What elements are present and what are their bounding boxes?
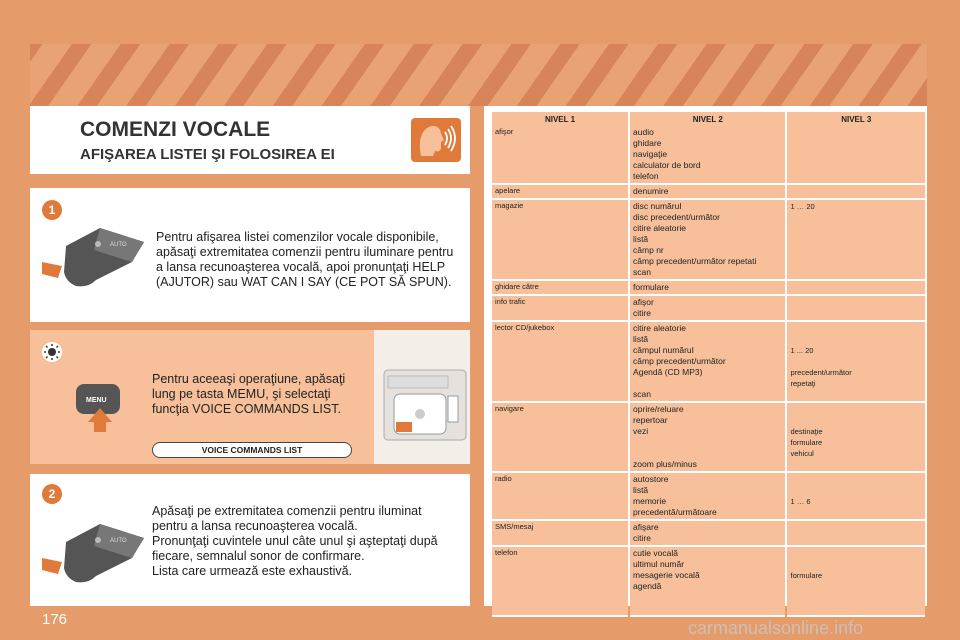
table-row: [492, 185, 925, 200]
level-3-cell: [787, 473, 925, 521]
page-title: COMENZI VOCALE: [80, 118, 271, 141]
cell-line: ghidare: [633, 138, 662, 148]
audio-unit-image: [374, 330, 470, 464]
level-2-cell: [630, 521, 785, 547]
voice-commands-table-panel: [484, 106, 927, 606]
cell-line: autostore: [633, 474, 669, 484]
cell-line: câmpul număruI: [633, 345, 694, 355]
cell-line: cutie vocală: [633, 548, 678, 558]
cell-line: 1 ... 20: [790, 346, 814, 355]
column-header: NIVEL 3: [787, 112, 925, 126]
table-row: [492, 126, 925, 185]
cell-line: oprire/reluare: [633, 404, 684, 414]
cell-line: vezi: [633, 426, 649, 436]
table-row: [492, 403, 925, 473]
cell-line: afişare: [633, 522, 659, 532]
lighting-stalk-image: [40, 222, 150, 297]
page-number: 176: [42, 611, 68, 628]
level-3-cell: [787, 521, 925, 547]
level-1-cell: SMS/mesaj: [492, 521, 628, 547]
header-stripes: [30, 44, 927, 106]
table-row: [492, 296, 925, 322]
cell-line: denumire: [633, 186, 669, 196]
menu-key-label: MENU: [86, 397, 107, 404]
cell-line: [790, 415, 922, 426]
level-2-cell: [630, 200, 785, 281]
level-1-cell: magazie: [492, 200, 628, 281]
tip-icon: [42, 342, 62, 362]
cell-line: [633, 437, 782, 448]
cell-line: [790, 334, 922, 345]
level-1-cell: lector CD/jukebox: [492, 322, 628, 403]
cell-line: telefon: [633, 171, 659, 181]
cell-line: precedentă/următoare: [633, 507, 717, 517]
cell-line: ultimul număr: [633, 559, 685, 569]
level-1-cell: radio: [492, 473, 628, 521]
cell-line: repetaţi: [790, 379, 816, 388]
cell-line: calculator de bord: [633, 160, 701, 170]
cell-line: [633, 448, 782, 459]
level-2-cell: [630, 126, 785, 185]
cell-line: [790, 559, 922, 570]
cell-line: formulare: [633, 282, 669, 292]
level-1-cell: telefon: [492, 547, 628, 617]
menu-key-image: [72, 382, 122, 437]
watermark: carmanualsonline.info: [688, 618, 864, 638]
svg-text:AUTO: AUTO: [110, 242, 127, 248]
cell-line: [790, 404, 922, 415]
cell-line: câmp nr: [633, 245, 664, 255]
cell-line: scan: [633, 267, 652, 277]
cell-line: 1 … 20: [790, 202, 815, 211]
level-3-cell: [787, 322, 925, 403]
lighting-stalk-image-2: [40, 518, 150, 593]
cell-line: [633, 592, 782, 603]
cell-line: citire aleatorie: [633, 323, 686, 333]
level-3-cell: [787, 185, 925, 200]
cell-line: citire: [633, 308, 651, 318]
cell-line: [633, 603, 782, 614]
level-2-cell: [630, 547, 785, 617]
cell-line: memorie: [633, 496, 667, 506]
cell-line: formulare: [790, 571, 823, 580]
cell-line: listă: [633, 485, 649, 495]
cell-line: câmp precedent/următor repetati: [633, 256, 757, 266]
cell-line: afişor: [633, 297, 654, 307]
step-2-badge: 2: [42, 484, 62, 504]
tip-text: Pentru aceeaşi operaţiune, apăsaţi lung pe tasta MEMU, şi selectaţi funcţia VOICE COMMANDS LIST.: [152, 372, 346, 416]
cell-line: citire aleatorie: [633, 223, 686, 233]
cell-line: listă: [633, 334, 649, 344]
step-2-text: Apăsaţi pe extremitatea comenzii pentru iluminat pentru a lansa recunoaşterea vocală. Pronunţaţi cuvintele unul câte unul şi aşteptaţi după fiecare, semnalul sonor de confirmare. Lista care urmează este exhaustivă.: [152, 504, 438, 578]
level-1-cell: navigare: [492, 403, 628, 473]
level-3-cell: [787, 200, 925, 281]
table-row: [492, 473, 925, 521]
cell-line: [790, 485, 922, 496]
cell-line: formulare: [790, 438, 823, 447]
voice-commands-table: [490, 112, 927, 617]
level-1-cell: info trafic: [492, 296, 628, 322]
level-3-cell: [787, 281, 925, 296]
cell-line: [790, 356, 922, 367]
cell-line: [633, 378, 782, 389]
level-3-cell: [787, 403, 925, 473]
cell-line: disc număruI: [633, 201, 682, 211]
level-2-cell: [630, 403, 785, 473]
level-2-cell: [630, 322, 785, 403]
cell-line: disc precedent/următor: [633, 212, 720, 222]
cell-line: [790, 474, 922, 485]
voice-commands-list-button: VOICE COMMANDS LIST: [152, 442, 352, 458]
page-subtitle: AFIŞAREA LISTEI ŞI FOLOSIREA EI: [80, 146, 335, 163]
cell-line: audio: [633, 127, 654, 137]
cell-line: listă: [633, 234, 649, 244]
cell-line: mesagerie vocală: [633, 570, 700, 580]
level-2-cell: [630, 281, 785, 296]
cell-line: repertoar: [633, 415, 668, 425]
table-row: [492, 547, 925, 617]
table-row: [492, 521, 925, 547]
level-2-cell: [630, 473, 785, 521]
cell-line: agendă: [633, 581, 662, 591]
cell-line: câmp precedent/următor: [633, 356, 726, 366]
step-1-panel: [30, 188, 470, 322]
cell-line: 1 … 6: [790, 497, 811, 506]
cell-line: navigaţie: [633, 149, 668, 159]
step-2-panel: [30, 474, 470, 606]
cell-line: citire: [633, 533, 651, 543]
svg-text:AUTO: AUTO: [110, 538, 127, 544]
table-row: [492, 322, 925, 403]
step-1-badge: 1: [42, 200, 62, 220]
column-header: NIVEL 2: [630, 112, 785, 126]
cell-line: [790, 323, 922, 334]
cell-line: Agendă (CD MP3): [633, 367, 703, 377]
tip-panel: [30, 330, 470, 464]
step-1-text: Pentru afişarea listei comenzilor vocale disponibile, apăsaţi extremitatea comenzii pentru iluminare pentru a lansa recunoaşterea vocală, apoi pronunţaţi HELP (AJUTOR) sau WAT CAN I SAY (CE POT SĂ SPUN).: [156, 230, 454, 289]
table-row: [492, 200, 925, 281]
cell-line: scan: [633, 389, 652, 399]
level-3-cell: [787, 547, 925, 617]
level-1-cell: afişor: [492, 126, 628, 185]
cell-line: precedent/următor: [790, 368, 852, 377]
table-row: [492, 281, 925, 296]
column-header: NIVEL 1: [492, 112, 628, 126]
level-2-cell: [630, 185, 785, 200]
cell-line: destinaţie: [790, 427, 823, 436]
level-3-cell: [787, 126, 925, 185]
cell-line: vehicul: [790, 449, 814, 458]
level-1-cell: ghidare către: [492, 281, 628, 296]
cell-line: zoom plus/minus: [633, 459, 697, 469]
voice-command-icon: [411, 118, 461, 162]
level-2-cell: [630, 296, 785, 322]
title-panel: [30, 106, 470, 174]
cell-line: [790, 548, 922, 559]
level-1-cell: apelare: [492, 185, 628, 200]
level-3-cell: [787, 296, 925, 322]
